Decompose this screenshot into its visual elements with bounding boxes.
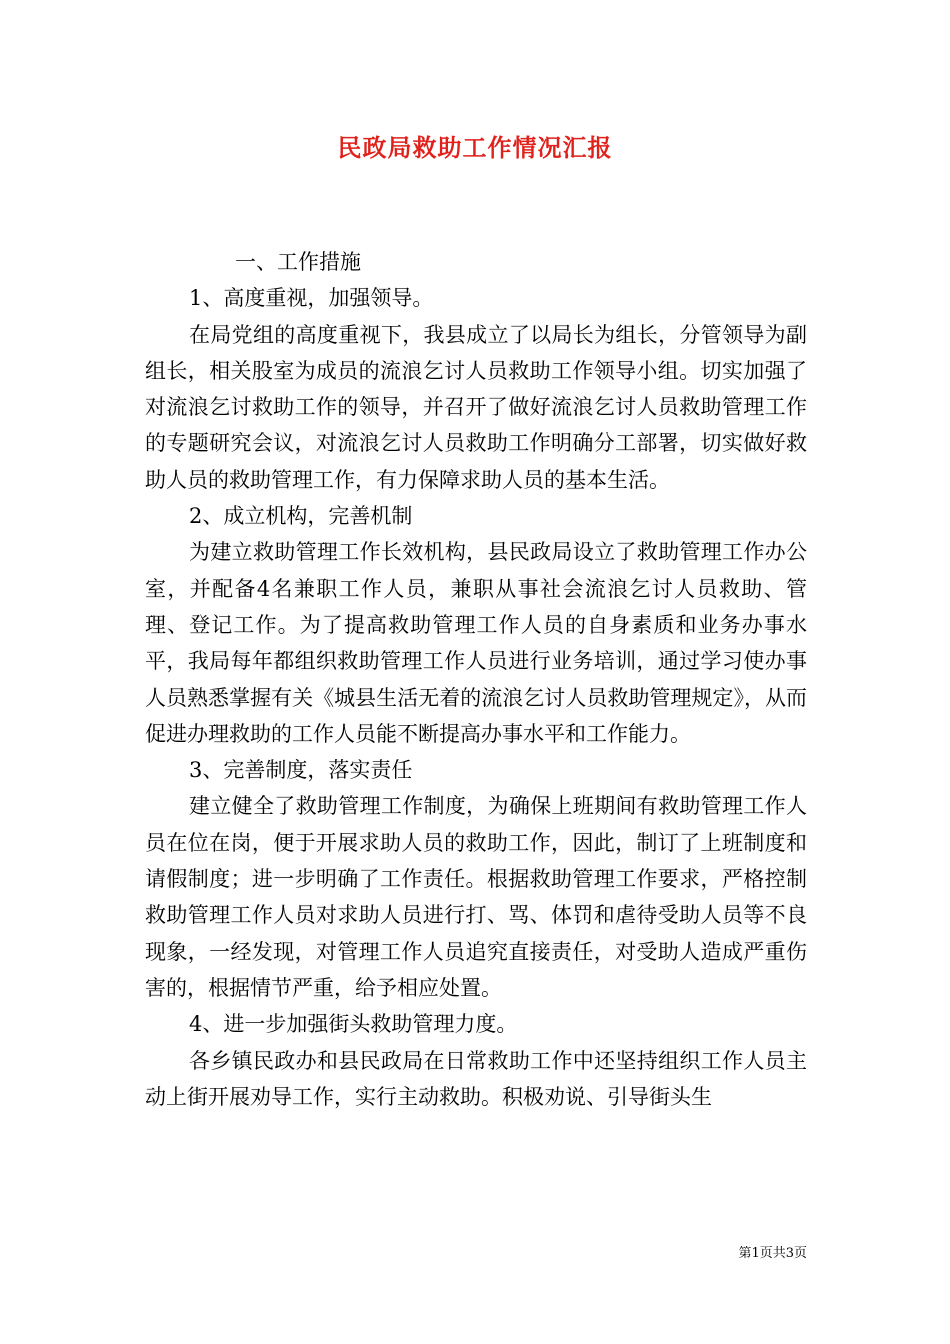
item-heading-2: 2、成立机构，完善机制 xyxy=(189,504,413,529)
item-heading-4: 4、进一步加强街头救助管理力度。 xyxy=(189,1012,518,1037)
item-paragraph-1: 在局党组的高度重视下，我县成立了以局长为组长，分管领导为副组长，相关股室为成员的流浪乞讨人员救助工作领导小组。切实加强了对流浪乞讨救助工作的领导，并召开了做好流浪乞讨人员救助管理工作的专题研究会议，对流浪乞讨人员救助工作明确分工部署，切实做好救助人员的救助管理工作，有力保障求助人员的基本生活。 xyxy=(145,322,807,492)
page-number-footer: 第1页共3页 xyxy=(738,1246,807,1261)
item-heading-1: 1、高度重视，加强领导。 xyxy=(189,286,434,311)
document-title: 民政局救助工作情况汇报 xyxy=(337,133,613,162)
section-heading: 一、工作措施 xyxy=(235,250,361,274)
item-heading-3: 3、完善制度，落实责任 xyxy=(189,758,413,783)
document-body xyxy=(145,244,807,1115)
item-paragraph-2: 为建立救助管理工作长效机构，县民政局设立了救助管理工作办公室，并配备4名兼职工作人员，兼职从事社会流浪乞讨人员救助、管理、登记工作。为了提高救助管理工作人员的自身素质和业务办事水平，我局每年都组织救助管理工作人员进行业务培训，通过学习使办事人员熟悉掌握有关《城县生活无着的流浪乞讨人员救助管理规定》，从而促进办理救助的工作人员能不断提高办事水平和工作能力。 xyxy=(145,540,807,746)
item-paragraph-4: 各乡镇民政办和县民政局在日常救助工作中还坚持组织工作人员主动上街开展劝导工作，实行主动救助。积极劝说、引导街头生 xyxy=(145,1048,807,1109)
item-paragraph-3: 建立健全了救助管理工作制度，为确保上班期间有救助管理工作人员在位在岗，便于开展求助人员的救助工作，因此，制订了上班制度和请假制度；进一步明确了工作责任。根据救助管理工作要求，严格控制救助管理工作人员对求助人员进行打、骂、体罚和虐待受助人员等不良现象，一经发现，对管理工作人员追究直接责任，对受助人造成严重伤害的，根据情节严重，给予相应处置。 xyxy=(145,794,807,1000)
